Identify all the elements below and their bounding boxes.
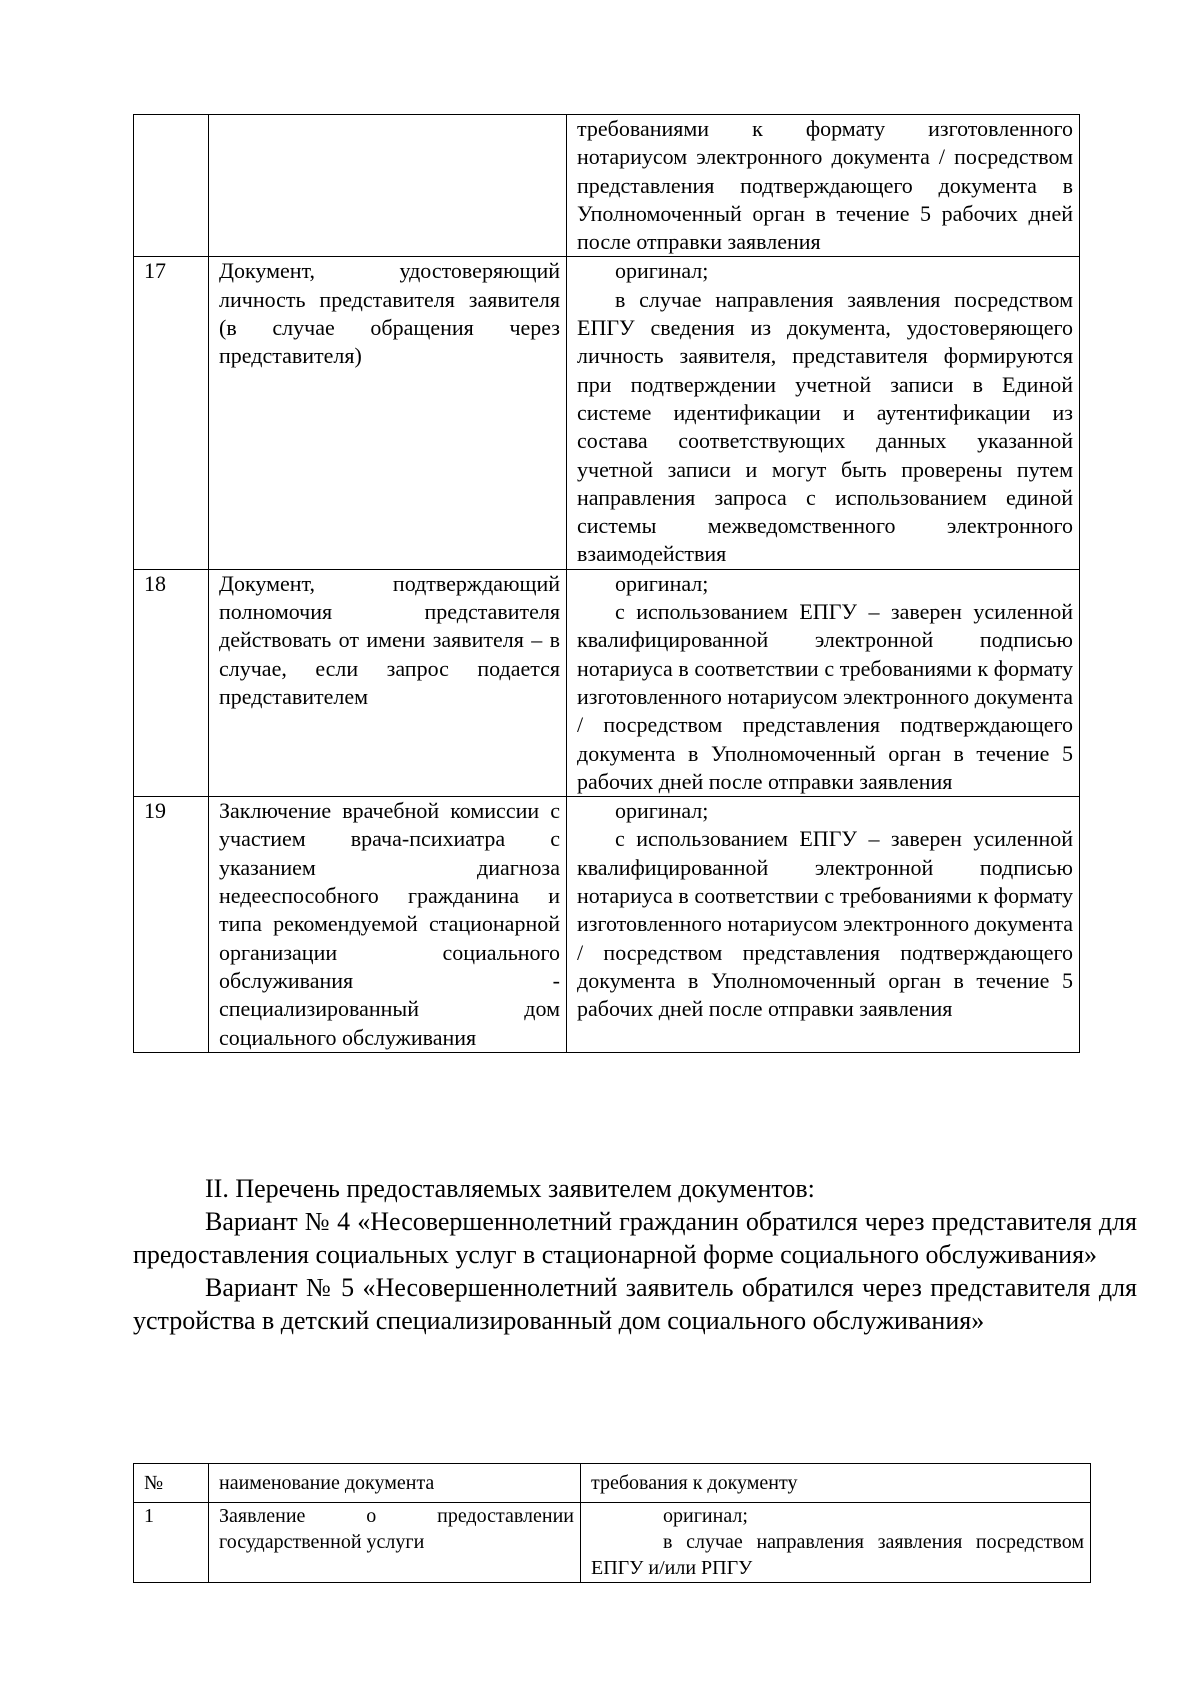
variant-5-text: Вариант № 5 «Несовершеннолетний заявитель обратился через представителя для устройства в детский специализированный дом социального обслуживания» [133,1273,1137,1335]
variant-4-text: Вариант № 4 «Несовершеннолетний гражданин обратился через представителя для предоставления социальных услуг в стационарной форме социального обслуживания» [133,1207,1137,1269]
document-requirements: оригинал; с использованием ЕПГУ – заверен усиленной квалифицированной электронной подписью нотариуса в соответствии с требованиями к формату изготовленного нотариусом электронного документа / посредством представления подтверждающего документа в Уполномоченный орган в течение 5 рабочих дней после отправки заявления [567,569,1080,796]
document-name: Заявление о предоставлении государственной услуги [209,1503,581,1583]
table-row [134,1503,1091,1583]
row-number: 19 [134,797,209,1053]
table-row [134,797,1080,1053]
document-requirements: оригинал; в случае направления заявления посредством ЕПГУ сведения из документа, удостоверяющего личность заявителя, представителя формируются при подтверждении учетной записи в Единой системе идентификации и аутентификации из состава соответствующих данных указанной учетной записи и могут быть проверены путем направления запроса с использованием единой системы межведомственного электронного взаимодействия [567,257,1080,569]
document-name: Документ, подтверждающий полномочия представителя действовать от имени заявителя – в случае, если запрос подается представителем [209,569,567,796]
document-name: Заключение врачебной комиссии с участием врача-психиатра с указанием диагноза недееспособного гражданина и типа рекомендуемой стационарной организации социального обслуживания - специализированный дом социального обслуживания [209,797,567,1053]
header-number: № [134,1464,209,1503]
document-requirements: требованиями к формату изготовленного нотариусом электронного документа / посредством представления подтверждающего документа в Уполномоченный орган в течение 5 рабочих дней после отправки заявления [567,115,1080,257]
header-requirements: требования к документу [581,1464,1091,1503]
documents-table [133,1463,1091,1583]
document-requirements: оригинал; с использованием ЕПГУ – заверен усиленной квалифицированной электронной подписью нотариуса в соответствии с требованиями к формату изготовленного нотариусом электронного документа / посредством представления подтверждающего документа в Уполномоченный орган в течение 5 рабочих дней после отправки заявления [567,797,1080,1053]
row-number: 18 [134,569,209,796]
row-number: 1 [134,1503,209,1583]
table-row [134,115,1080,257]
document-name: Документ, удостоверяющий личность представителя заявителя (в случае обращения через представителя) [209,257,567,569]
header-document-name: наименование документа [209,1464,581,1503]
table-row [134,257,1080,569]
row-number: 17 [134,257,209,569]
section-documents-list [133,1172,1137,1337]
table-header-row [134,1464,1091,1503]
document-requirements: оригинал; в случае направления заявления посредством ЕПГУ и/или РПГУ [581,1503,1091,1583]
document-name [209,115,567,257]
documents-table-continued [133,114,1080,1053]
table-row [134,569,1080,796]
row-number [134,115,209,257]
section-title: II. Перечень предоставляемых заявителем документов: [205,1174,815,1203]
